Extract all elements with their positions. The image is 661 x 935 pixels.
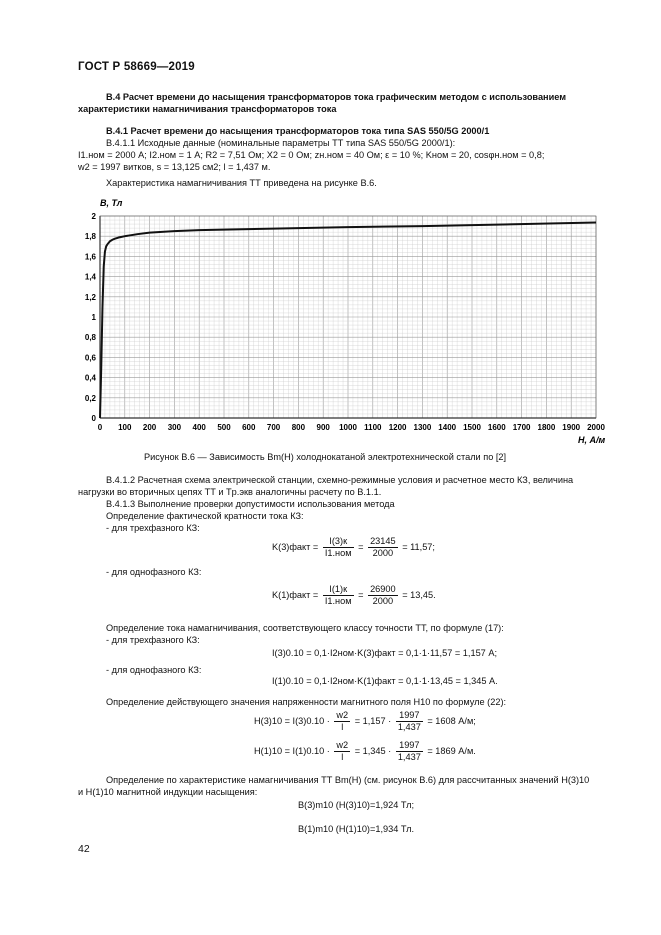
- h1-v-num: 1997: [396, 740, 423, 752]
- x-tick-label: 1300: [413, 423, 432, 432]
- y-tick-label: 1,2: [84, 292, 96, 302]
- h1-result: = 1869 А/м.: [427, 745, 476, 756]
- k3-result: = 11,57;: [402, 541, 435, 552]
- field-strength-intro: Определение действующего значения напряженности магнитного поля H10 по формуле (22):: [106, 697, 507, 707]
- x-axis-label: H, А/м: [578, 435, 606, 445]
- x-tick-label: 1400: [438, 423, 457, 432]
- y-tick-label: 1,8: [84, 232, 96, 242]
- single-phase-label: - для однофазного КЗ:: [106, 567, 202, 577]
- chart-grid: [100, 216, 596, 418]
- x-tick-label: 2000: [587, 423, 605, 432]
- section-b4-title-line2: характеристики намагничивания трансформаторов тока: [78, 104, 337, 114]
- figure-reference: Характеристика намагничивания ТТ приведена на рисунке В.6.: [106, 178, 377, 188]
- h3-left: H(3)10 = I(3)0.10 ·: [254, 715, 330, 726]
- initial-data-line2: w2 = 1997 витков, s = 13,125 см2; l = 1,437 м.: [78, 162, 271, 172]
- magnetizing-current-intro: Определение тока намагничивания, соответствующего классу точности ТТ, по формуле (17):: [106, 623, 504, 633]
- induction-intro-line1: Определение по характеристике намагничивания ТТ Bm(H) (см. рисунок В.6) для рассчитанных значений H(3)10: [106, 775, 590, 785]
- h3-v-num: 1997: [396, 710, 423, 722]
- three-phase-label: - для трехфазного КЗ:: [106, 523, 200, 533]
- y-tick-label: 0,2: [84, 393, 96, 403]
- initial-data-intro: В.4.1.1 Исходные данные (номинальные параметры ТТ типа SAS 550/5G 2000/1):: [106, 138, 456, 148]
- mag-single-phase-formula: I(1)0.10 = 0,1·I2ном·K(1)факт = 0,1·1·13,45 = 1,345 А.: [272, 676, 498, 686]
- h-single-phase-formula: [254, 740, 476, 763]
- x-tick-label: 400: [192, 423, 206, 432]
- y-tick-label: 2: [91, 212, 96, 221]
- x-tick-label: 500: [217, 423, 231, 432]
- x-tick-label: 1000: [339, 423, 357, 432]
- k1-den-val: 2000: [372, 596, 394, 606]
- magnetization-chart: [78, 196, 618, 446]
- section-b41-title: В.4.1 Расчет времени до насыщения трансформаторов тока типа SAS 550/5G 2000/1: [106, 126, 490, 136]
- induction-intro-line2: и H(1)10 магнитной индукции насыщения:: [78, 787, 258, 797]
- x-tick-label: 1500: [463, 423, 481, 432]
- induction-single-phase: B(1)m10 (H(1)10)=1,934 Тл.: [298, 824, 415, 834]
- y-tick-label: 0: [91, 414, 96, 423]
- k3-fraction-vars: [323, 536, 354, 559]
- y-tick-label: 0,8: [84, 333, 96, 343]
- h1-fraction-vals: [396, 740, 423, 763]
- induction-three-phase: B(3)m10 (H(3)10)=1,924 Тл;: [298, 800, 415, 810]
- y-tick-label: 1: [91, 313, 96, 322]
- h3-fraction-vals: [396, 710, 423, 733]
- x-tick-label: 900: [316, 423, 330, 432]
- k3-num-val: 23145: [370, 536, 396, 546]
- mag-three-phase-formula: I(3)0.10 = 0,1·I2ном·K(3)факт = 0,1·1·11,57 = 1,157 А;: [272, 648, 498, 658]
- mag-single-phase-label: - для однофазного КЗ:: [106, 665, 202, 675]
- h3-l-den: l: [341, 722, 344, 732]
- k1-num-var: I(1)к: [323, 584, 354, 596]
- k1-fraction-vars: [323, 584, 354, 607]
- y-tick-label: 1,4: [84, 272, 96, 282]
- k3-den-var: I1.ном: [324, 548, 352, 558]
- h3-fraction-vars: [334, 710, 350, 733]
- x-tick-label: 0: [97, 423, 103, 432]
- b412-line1: В.4.1.2 Расчетная схема электрической станции, схемно-режимные условия и расчетное место КЗ, величина: [106, 475, 574, 485]
- y-axis-label: B, Тл: [100, 198, 123, 208]
- standard-header: ГОСТ Р 58669—2019: [78, 61, 195, 73]
- k1-num-val: 26900: [370, 584, 396, 594]
- ratio-intro: Определение фактической кратности тока КЗ:: [106, 511, 304, 521]
- x-tick-label: 1900: [562, 423, 581, 432]
- h1-w-num: w2: [336, 740, 349, 750]
- x-tick-label: 300: [167, 423, 182, 432]
- h3-v-den: 1,437: [397, 722, 421, 732]
- h3-result: = 1608 А/м;: [427, 715, 476, 726]
- x-tick-label: 1800: [537, 423, 556, 432]
- k1-left: K(1)факт =: [272, 589, 319, 600]
- h1-mid: = 1,345 ·: [354, 745, 392, 756]
- x-tick-label: 1100: [364, 423, 382, 432]
- b413-title: В.4.1.3 Выполнение проверки допустимости использования метода: [106, 499, 395, 509]
- page-number: 42: [78, 843, 90, 855]
- y-tick-label: 0,4: [84, 373, 96, 383]
- k1-fraction-vals: [368, 584, 398, 607]
- k3-left: K(3)факт =: [272, 541, 319, 552]
- x-tick-label: 1200: [388, 423, 407, 432]
- y-tick-label: 0,6: [84, 353, 96, 363]
- k-single-phase-formula: K(1)факт = $\frac{I(1)к}{\text{I1.ном}}$ = $\frac{26900}{2000}$ = 13,45.: [272, 584, 436, 606]
- initial-data-line1: I1.ном = 2000 А; I2.ном = 1 А; R2 = 7,51 Ом; X2 = 0 Ом; zн.ном = 40 Ом; ε = 10 %; Kном = 20, cosφн.ном = 0,8;: [78, 150, 545, 160]
- x-tick-label: 1700: [512, 423, 531, 432]
- k1-den-var: I1.ном: [324, 596, 352, 606]
- h3-w-num: w2: [336, 710, 349, 720]
- chart-tick-labels: [85, 212, 606, 432]
- x-tick-label: 1600: [487, 423, 506, 432]
- mag-three-phase-label: - для трехфазного КЗ:: [106, 635, 200, 645]
- h1-v-den: 1,437: [397, 752, 421, 762]
- k1-result: = 13,45.: [402, 589, 436, 600]
- x-tick-label: 800: [291, 423, 306, 432]
- x-tick-label: 200: [142, 423, 157, 432]
- k3-den-val: 2000: [372, 548, 394, 558]
- x-tick-label: 600: [242, 423, 256, 432]
- h1-left: H(1)10 = I(1)0.10 ·: [254, 745, 330, 756]
- x-tick-label: 100: [118, 423, 132, 432]
- k3-fraction-vals: [368, 536, 398, 559]
- b412-line2: нагрузки во вторичных цепях ТТ и Tр.экв аналогичны расчету по В.1.1.: [78, 487, 382, 497]
- h-three-phase-formula: [254, 710, 476, 733]
- y-tick-label: 1,6: [84, 252, 96, 262]
- figure-caption: Рисунок В.6 — Зависимость Bm(H) холоднокатаной электротехнической стали по [2]: [144, 452, 507, 462]
- x-tick-label: 700: [266, 423, 281, 432]
- k3-num-var: I(3)к: [323, 536, 354, 548]
- section-b4-title-line1: В.4 Расчет времени до насыщения трансформаторов тока графическим методом с использованием: [106, 92, 567, 102]
- k-three-phase-formula: K(3)факт = $\frac{I(3)к}{\text{I1.ном}}$ = $\frac{23145}{2000}$ = 11,57;: [272, 536, 435, 558]
- h1-l-den: l: [341, 752, 344, 762]
- h1-fraction-vars: [334, 740, 350, 763]
- h3-mid: = 1,157 ·: [354, 715, 392, 726]
